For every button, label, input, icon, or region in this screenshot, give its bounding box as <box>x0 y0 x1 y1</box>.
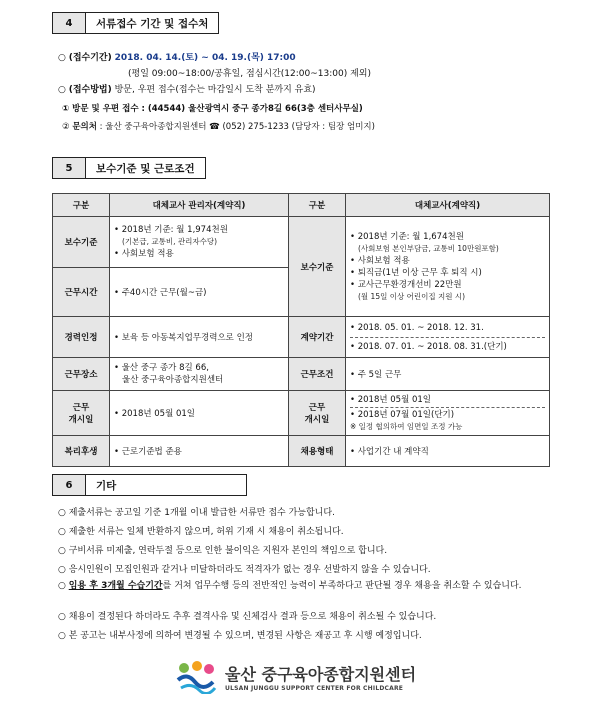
row-label-place: 근무장소 <box>53 358 110 391</box>
row-label-pay-right: 보수기준 <box>289 217 346 317</box>
section-4-header <box>52 12 219 34</box>
type-right: • 사업기간 내 계약직 <box>346 436 550 467</box>
note-item: ○ 제출한 서류는 일체 반환하지 않으며, 허위 기재 시 채용이 취소됩니다. <box>58 527 344 537</box>
section-title: 서류접수 기간 및 접수처 <box>86 12 219 34</box>
header-cell: 대체교사 관리자(계약직) <box>110 194 289 217</box>
header-cell: 구분 <box>289 194 346 217</box>
bullet-method: ○ (접수방법) 방문, 우편 접수(접수는 마감일시 도착 분까지 유효) <box>58 85 316 95</box>
logo-eng: ULSAN JUNGGU SUPPORT CENTER FOR CHILDCARE <box>225 685 404 692</box>
note-item: ○ 구비서류 미제출, 연락두절 등으로 인한 불이익은 지원자 본인의 책임으로 합니다. <box>58 546 388 556</box>
note-item: ○ 응시인원이 모집인원과 같거나 미달하더라도 적격자가 없는 경우 선발하지 않을 수 있습니다. <box>58 565 431 575</box>
logo-name: 울산 중구육아종합지원센터 <box>225 665 417 684</box>
row-label-start-right: 근무 개시일 <box>289 391 346 436</box>
note-item: ○ 임용 후 3개월 수습기간를 거쳐 업무수행 등의 전반적인 능력이 부족하다고 판단될 경우 채용을 취소할 수 있습니다. <box>58 581 522 591</box>
section-number: 4 <box>52 12 86 34</box>
row-label-start: 근무 개시일 <box>53 391 110 436</box>
note-item: ○ 본 공고는 내부사정에 의하여 변경될 수 있으며, 변경된 사항은 재공고 후 시행 예정입니다. <box>58 631 422 641</box>
section-6-header <box>52 474 247 496</box>
career-left: • 보육 등 아동복지업무경력으로 인정 <box>110 317 289 358</box>
row-label-career: 경력인정 <box>53 317 110 358</box>
section-title: 보수기준 및 근로조건 <box>86 157 206 179</box>
row-label-type: 채용형태 <box>289 436 346 467</box>
start-left: • 2018년 05월 01일 <box>110 391 289 436</box>
start-right: • 2018년 05월 01일 • 2018년 07월 01일(단기) ※ 일정 협의하여 임면일 조정 가능 <box>346 391 550 436</box>
welfare-left: • 근로기준법 준용 <box>110 436 289 467</box>
row-label-time: 근무시간 <box>53 268 110 317</box>
contact-info: ② 문의처 : 울산 중구육아종합지원센터 ☎ (052) 275-1233 (담당자 : 팀장 엄미지) <box>62 122 375 132</box>
conditions-table <box>52 193 550 467</box>
pay-left: • 2018년 기준: 월 1,974천원 (기본급, 교통비, 관리자수당) • 사회보험 적용 <box>110 217 289 268</box>
section-5-header <box>52 157 206 179</box>
cond-right: • 주 5일 근무 <box>346 358 550 391</box>
header-cell: 구분 <box>53 194 110 217</box>
row-label-welfare: 복리후생 <box>53 436 110 467</box>
row-label-cond: 근무조건 <box>289 358 346 391</box>
section-number: 6 <box>52 474 86 496</box>
bullet-period: ○ (접수기간) 2018. 04. 14.(토) ~ 04. 19.(목) 17:00 <box>58 53 296 63</box>
section-title: 기타 <box>86 474 247 496</box>
contract-right: • 2018. 05. 01. ~ 2018. 12. 31. • 2018. 07. 01. ~ 2018. 08. 31.(단기) <box>346 317 550 358</box>
header-cell: 대체교사(계약직) <box>346 194 550 217</box>
logo-icon <box>175 660 219 694</box>
place-left: • 울산 중구 종가 8길 66, 울산 중구육아종합지원센터 <box>110 358 289 391</box>
note-item: ○ 채용이 결정된다 하더라도 추후 결격사유 및 신체검사 결과 등으로 채용이 취소될 수 있습니다. <box>58 612 437 622</box>
row-label-pay: 보수기준 <box>53 217 110 268</box>
contact-address: ① 방문 및 우편 접수 : (44544) 울산광역시 중구 종가8길 66(3층 센터사무실) <box>62 104 363 114</box>
period-note: (평일 09:00~18:00/공휴일, 점심시간(12:00~13:00) 제외) <box>128 69 371 79</box>
note-item: ○ 제출서류는 공고일 기준 1개월 이내 발급한 서류만 접수 가능합니다. <box>58 508 335 518</box>
row-label-contract: 계약기간 <box>289 317 346 358</box>
center-logo <box>175 660 416 694</box>
section-number: 5 <box>52 157 86 179</box>
time-left: • 주40시간 근무(월~금) <box>110 268 289 317</box>
pay-right: • 2018년 기준: 월 1,674천원 (사회보험 본인부담금, 교통비 10만원포함) • 사회보험 적용 • 퇴직금(1년 이상 근무 후 퇴직 시) • 교사근무환경개선비 22만원 (월 15일 이상 어린이집 지원 시) <box>346 217 550 317</box>
